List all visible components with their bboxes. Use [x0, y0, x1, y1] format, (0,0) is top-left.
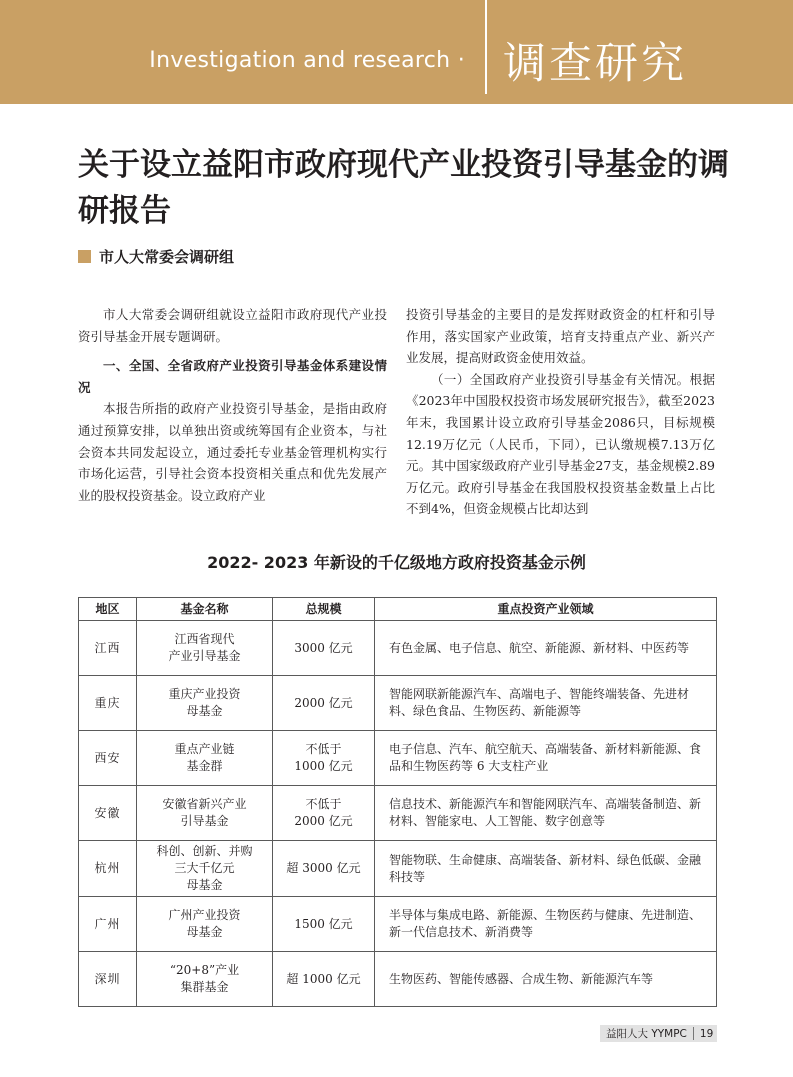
scale-cell: 不低于 2000 亿元 [273, 786, 375, 841]
body-paragraph: （一）全国政府产业投资引导基金有关情况。根据《2023年中国股权投资市场发展研究报告》，截至2023年末，我国累计设立政府引导基金2086只，目标规模12.19万亿元（人民币，下同），已认缴规模7.13万亿元。其中国家级政府产业引导基金27支，基金规模2.89万亿元。政府引导基金在我国股权投资基金数量上占比不到4%，但资金规模占比却达到 [406, 371, 715, 517]
author-line [78, 246, 234, 267]
table-row [79, 676, 717, 731]
section-label-en: Investigation and research · [149, 48, 465, 73]
industry-cell: 电子信息、汽车、航空航天、高端装备、新材料新能源、食品和生物医药等 6 大支柱产业 [375, 731, 717, 786]
region-cell: 重庆 [79, 676, 137, 731]
square-bullet-icon [78, 250, 91, 263]
region-cell: 杭州 [79, 841, 137, 897]
column-header: 基金名称 [137, 598, 273, 621]
page-footer [600, 1025, 717, 1042]
region-cell: 广州 [79, 897, 137, 952]
fund-name-cell: 重点产业链 基金群 [137, 731, 273, 786]
article-title: 关于设立益阳市政府现代产业投资引导基金的调研报告 [78, 147, 729, 229]
table-row [79, 621, 717, 676]
scale-cell: 超 1000 亿元 [273, 952, 375, 1007]
footer-magazine-name: 益阳人大 YYMPC [606, 1028, 687, 1040]
industry-cell: 智能网联新能源汽车、高端电子、智能终端装备、先进材料、绿色食品、生物医药、新能源等 [375, 676, 717, 731]
fund-table [78, 597, 717, 1007]
fund-name-cell: 广州产业投资 母基金 [137, 897, 273, 952]
body-column-left [78, 304, 387, 506]
fund-name-cell: 重庆产业投资 母基金 [137, 676, 273, 731]
body-paragraph: 本报告所指的政府产业投资引导基金，是指由政府通过预算安排，以单独出资或统筹国有企业资本，与社会资本共同发起设立，通过委托专业基金管理机构实行市场化运营，引导社会资本投资相关重点和优先发展产业的股权投资基金。设立政府产业 [78, 401, 387, 503]
body-column-right [406, 304, 715, 520]
table-row [79, 731, 717, 786]
table-title: 2022- 2023 年新设的千亿级地方政府投资基金示例 [207, 553, 586, 572]
section-label-zh: 调查研究 [503, 39, 687, 89]
section-header-band [0, 0, 793, 104]
body-paragraph: 投资引导基金的主要目的是发挥财政资金的杠杆和引导作用，落实国家产业政策，培育支持重点产业、新兴产业发展，提高财政资金使用效益。 [406, 307, 715, 366]
region-cell: 深圳 [79, 952, 137, 1007]
industry-cell: 有色金属、电子信息、航空、新能源、新材料、中医药等 [375, 621, 717, 676]
section-heading: 一、全国、全省政府产业投资引导基金体系建设情况 [78, 358, 387, 395]
table-row [79, 897, 717, 952]
industry-cell: 信息技术、新能源汽车和智能网联汽车、高端装备制造、新材料、智能家电、人工智能、数字创意等 [375, 786, 717, 841]
fund-name-cell: 江西省现代 产业引导基金 [137, 621, 273, 676]
region-cell: 西安 [79, 731, 137, 786]
industry-cell: 智能物联、生命健康、高端装备、新材料、绿色低碳、金融科技等 [375, 841, 717, 897]
article-author: 市人大常委会调研组 [99, 248, 235, 266]
footer-divider [693, 1027, 694, 1040]
header-divider [485, 0, 487, 94]
region-cell: 安徽 [79, 786, 137, 841]
scale-cell: 超 3000 亿元 [273, 841, 375, 897]
scale-cell: 2000 亿元 [273, 676, 375, 731]
table-header-row [79, 598, 717, 621]
column-header: 地区 [79, 598, 137, 621]
table-row [79, 952, 717, 1007]
fund-name-cell: 安徽省新兴产业 引导基金 [137, 786, 273, 841]
column-header: 重点投资产业领域 [375, 598, 717, 621]
fund-name-cell: “20+8”产业 集群基金 [137, 952, 273, 1007]
scale-cell: 3000 亿元 [273, 621, 375, 676]
fund-name-cell: 科创、创新、并购 三大千亿元 母基金 [137, 841, 273, 897]
industry-cell: 半导体与集成电路、新能源、生物医药与健康、先进制造、新一代信息技术、新消费等 [375, 897, 717, 952]
region-cell: 江西 [79, 621, 137, 676]
table-row [79, 841, 717, 897]
page-number: 19 [699, 1027, 714, 1040]
column-header: 总规模 [273, 598, 375, 621]
scale-cell: 不低于 1000 亿元 [273, 731, 375, 786]
scale-cell: 1500 亿元 [273, 897, 375, 952]
body-paragraph: 市人大常委会调研组就设立益阳市政府现代产业投资引导基金开展专题调研。 [78, 307, 387, 344]
industry-cell: 生物医药、智能传感器、合成生物、新能源汽车等 [375, 952, 717, 1007]
table-row [79, 786, 717, 841]
